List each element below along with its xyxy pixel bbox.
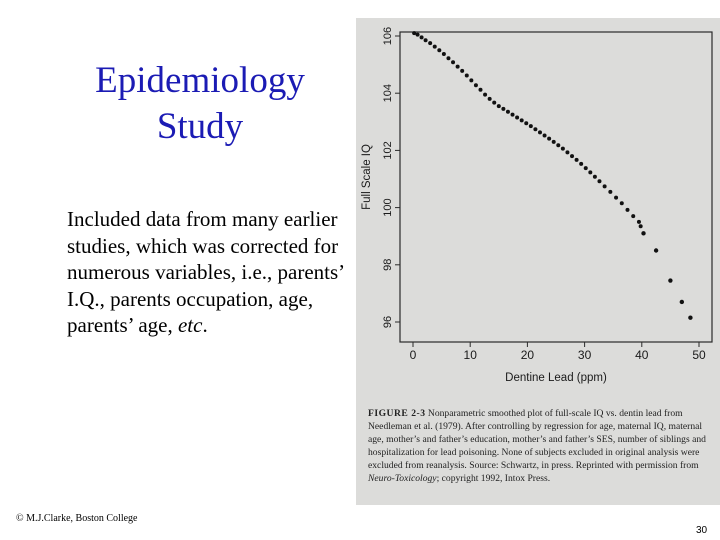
- data-point-10: [456, 65, 460, 69]
- data-point-7: [442, 52, 446, 56]
- y-axis-label: Full Scale IQ: [361, 144, 373, 210]
- data-point-2: [420, 35, 424, 39]
- data-point-41: [597, 179, 601, 183]
- x-tick-label-3: 30: [577, 348, 592, 362]
- scanned-figure: [356, 18, 720, 505]
- chart-labels: [361, 27, 706, 384]
- data-point-0: [412, 31, 416, 35]
- x-tick-label-2: 20: [520, 348, 535, 362]
- body-text-main: Included data from many earlier studies, which was corrected for numerous variables, i.e., parents’ I.Q., parents occupation, age, parents’ age,: [67, 207, 344, 337]
- data-point-21: [506, 110, 510, 114]
- data-point-46: [626, 208, 630, 212]
- data-point-37: [579, 162, 583, 166]
- data-point-3: [424, 38, 428, 42]
- x-tick-label-5: 50: [692, 348, 706, 362]
- data-point-43: [608, 190, 612, 194]
- data-point-31: [552, 140, 556, 144]
- data-point-35: [570, 154, 574, 158]
- y-tick-label-3: 102: [382, 141, 394, 160]
- data-point-16: [483, 93, 487, 97]
- data-point-38: [584, 166, 588, 170]
- page-number: 30: [696, 525, 708, 536]
- data-point-45: [620, 201, 624, 205]
- data-point-44: [614, 196, 618, 200]
- data-point-51: [654, 248, 658, 252]
- copyright-footer: © M.J.Clarke, Boston College: [16, 513, 138, 524]
- data-point-4: [428, 41, 432, 45]
- data-point-30: [547, 137, 551, 141]
- figure-caption: [368, 407, 718, 485]
- data-point-29: [543, 134, 547, 138]
- slide-body-text: [67, 206, 357, 339]
- data-point-15: [478, 88, 482, 92]
- body-text-etc: etc: [177, 313, 203, 337]
- data-point-18: [492, 101, 496, 105]
- data-point-12: [465, 73, 469, 77]
- y-tick-label-4: 104: [382, 84, 394, 103]
- data-point-34: [565, 150, 569, 154]
- plot-frame: [400, 32, 712, 342]
- caption-journal: Neuro-Toxicology: [368, 473, 437, 484]
- data-point-54: [688, 316, 692, 320]
- data-point-50: [641, 231, 645, 235]
- data-point-17: [488, 97, 492, 101]
- data-point-32: [556, 143, 560, 147]
- data-point-14: [474, 83, 478, 87]
- x-tick-label-0: 0: [409, 348, 417, 362]
- data-point-20: [501, 107, 505, 111]
- data-point-49: [639, 224, 643, 228]
- data-point-11: [460, 69, 464, 73]
- data-point-5: [433, 45, 437, 49]
- x-axis-label: Dentine Lead (ppm): [505, 372, 607, 384]
- data-point-19: [497, 104, 501, 108]
- y-tick-label-2: 100: [382, 198, 394, 217]
- data-point-24: [520, 118, 524, 122]
- chart-axes: [395, 32, 712, 347]
- data-point-48: [637, 220, 641, 224]
- y-tick-label-0: 96: [382, 315, 394, 329]
- chart-points: [412, 31, 692, 320]
- data-point-27: [533, 127, 537, 131]
- slide-title-line-1: Epidemiology: [95, 60, 305, 101]
- y-tick-label-1: 98: [382, 258, 394, 271]
- data-point-53: [680, 300, 684, 304]
- data-point-23: [515, 116, 519, 120]
- data-point-9: [451, 60, 455, 64]
- data-point-40: [593, 175, 597, 179]
- data-point-39: [588, 170, 592, 174]
- data-point-28: [538, 130, 542, 134]
- data-point-22: [511, 113, 515, 117]
- data-point-25: [524, 121, 528, 125]
- data-point-52: [668, 278, 672, 282]
- data-point-1: [416, 33, 420, 37]
- caption-text-2: ; copyright 1992, Intox Press.: [436, 473, 551, 484]
- data-point-13: [469, 78, 473, 82]
- data-point-26: [529, 124, 533, 128]
- body-text-end: .: [202, 313, 208, 337]
- x-tick-label-4: 40: [635, 348, 649, 362]
- data-point-33: [561, 147, 565, 151]
- data-point-47: [631, 214, 635, 218]
- y-tick-label-5: 106: [382, 26, 394, 46]
- figure-label: FIGURE 2-3: [368, 408, 426, 419]
- data-point-36: [575, 158, 579, 162]
- data-point-42: [603, 184, 607, 188]
- slide-title-line-2: Study: [156, 106, 244, 147]
- slide-title: [60, 58, 340, 150]
- caption-text-1: Nonparametric smoothed plot of full-scale IQ vs. dentin lead from Needleman et al. (1979). After controlling by regression for age, maternal IQ, maternal age, mother’s and father’s education, mother’s and father’s SES, number of siblings and hospitalization for lead poisoning. None of subjects excluded in original analysis were excluded from reanalysis. Source: Schwartz, in press. Reprinted with permission from: [368, 408, 706, 471]
- x-tick-label-1: 10: [463, 348, 477, 362]
- data-point-8: [446, 56, 450, 60]
- data-point-6: [437, 48, 441, 52]
